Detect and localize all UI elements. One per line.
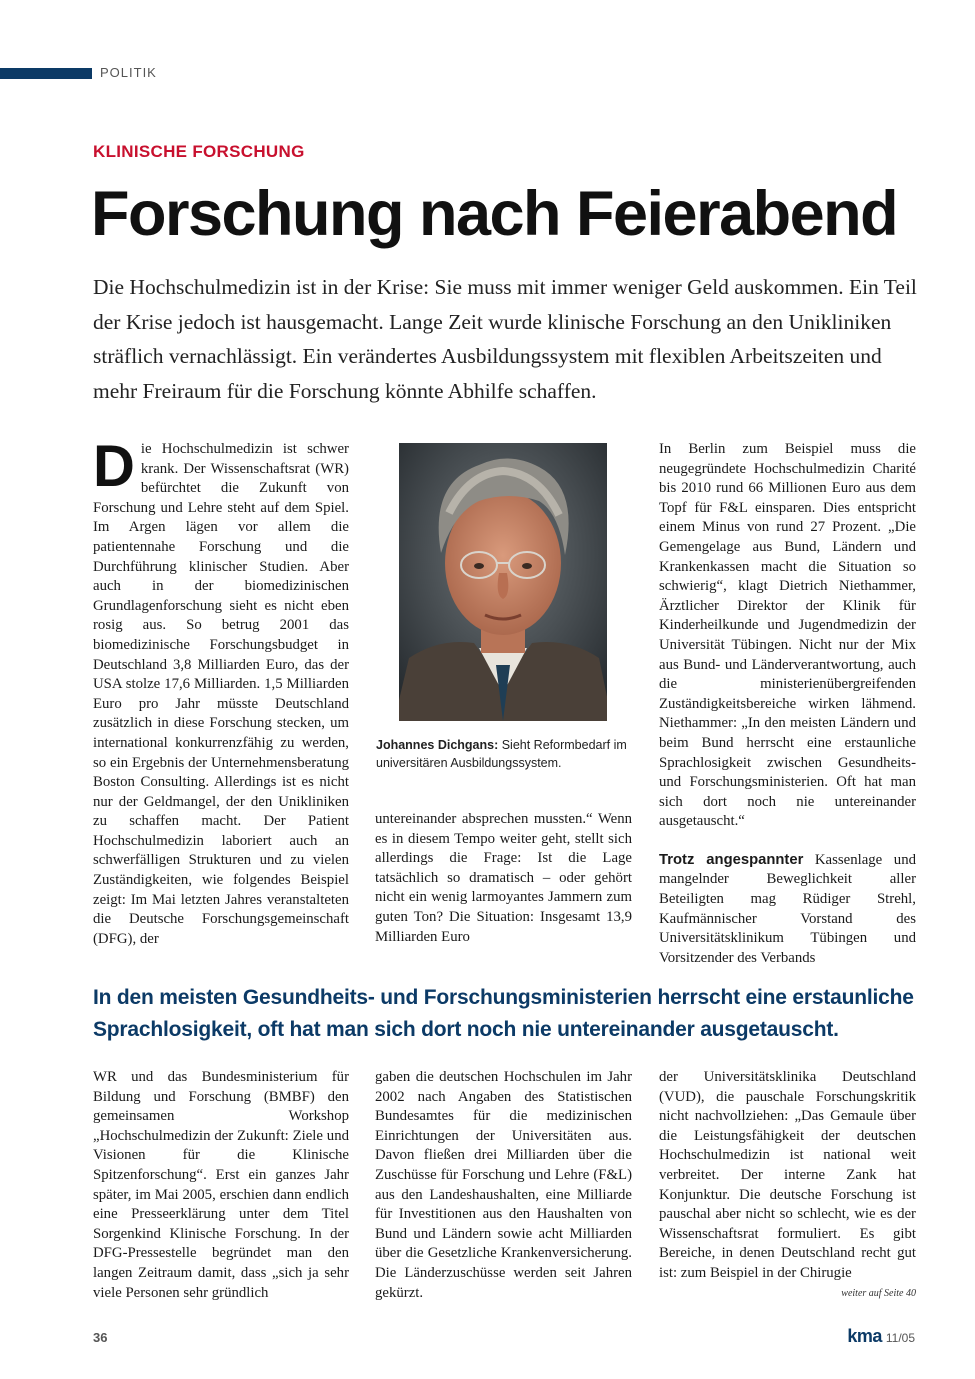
column-1 bbox=[93, 434, 349, 949]
section-label: POLITIK bbox=[100, 65, 157, 80]
column-2: untereinander absprechen mussten.“ Wenn es in diesem Tempo weiter geht, stellt sich allerdings die Frage: Ist die Lage tatsächlich so dramatisch – oder gehört nicht ein wenig larmoyantes Jammern zum guten Ton? Die Situation: Insgesamt 13,9 Milliarden Euro bbox=[375, 811, 632, 945]
column-3-bold-lead: Trotz angespannter bbox=[659, 851, 804, 868]
caption-name: Johannes Dichgans: bbox=[376, 738, 499, 752]
footer-brand bbox=[847, 1326, 915, 1347]
issue-number: 11/05 bbox=[885, 1331, 915, 1345]
column-1-text: ie Hochschulmedizin ist schwer krank. Der Wissenschaftsrat (WR) befürchtet die Zukunft von Forschung und Lehre steht auf dem Spiel. Im Argen lägen vor allem die patientennahe Forschung und die Durchführung klinischer Studien. Aber auch in der biomedizinischen Grundlagenforschung sieht es nicht eben rosig aus. So betrug 2001 das biomedizinische Forschungsbudget in Deutschland 3,8 Milliarden Euro, das der USA stolze 17,6 Milliarden. 1,5 Milliarden Euro pro Jahr müsste Deutschland zusätzlich in diese Forschung stecken, um international konkurrenzfähig zu werden, so ein Ergebnis der Unternehmensberatung Boston Consulting. Allerdings ist es nicht nur der Geldmangel, der den Unikliniken zu schaffen macht. Der Patient Hochschulmedizin laboriert auch an schwerfälligen Strukturen und zu vielen Zuständigkeiten, wie folgendes Beispiel zeigt: Im Mai letzten Jahres veranstalteten die Deutsche Forschungsgemeinschaft (DFG), der bbox=[93, 441, 349, 947]
article-lead: Die Hochschulmedizin ist in der Krise: Sie muss mit immer weniger Geld auskommen. Ein Teil der Krise jedoch ist hausgemacht. Lange Zeit wurde klinische Forschung an den Unikliniken sträflich vernachlässigt. Ein verändertes Ausbildungssystem mit flexiblen Arbeitszeiten und mehr Freiraum für die Forschung könnte Abhilfe schaffen. bbox=[93, 275, 917, 403]
page-number: 36 bbox=[93, 1330, 108, 1345]
pull-quote: In den meisten Gesundheits- und Forschungsministerien herrscht eine erstaunliche Sprachlosigkeit, oft hat man sich dort noch nie untereinander ausgetauscht. bbox=[93, 986, 914, 1041]
article-kicker: KLINISCHE FORSCHUNG bbox=[93, 142, 305, 161]
portrait-photo bbox=[399, 443, 607, 721]
article-headline: Forschung nach Feierabend bbox=[91, 179, 898, 249]
section-bar bbox=[0, 68, 92, 79]
continued-note: weiter auf Seite 40 bbox=[841, 1288, 916, 1299]
bottom-column-3: der Universitätsklinika Deutschland (VUD), die pauschale Forschungskritik nicht nachvollziehen: „Das Gemaule über die Leistungsfähigkeit der deutschen Hochschulmedizin ist national weit verbreitet. Der interne Zank hat Konjunktur. Die deutsche Forschung ist pauschal aber nicht so schlecht, wie es der Wissenschaftsrat formuliert. Es gibt Bereiche, in denen Deutschland recht gut ist: zum Beispiel in der Chirugie bbox=[659, 1069, 916, 1281]
caption-text: Sieht Reformbedarf im universitären Ausbildungssystem. bbox=[376, 738, 627, 770]
column-3 bbox=[659, 440, 916, 968]
drop-cap: D bbox=[93, 434, 135, 499]
photo-caption bbox=[376, 736, 632, 772]
portrait-illustration bbox=[399, 443, 607, 721]
column-3-text-b: Kassenlage und mangelnder Beweglichkeit aller Beteiligten mag Rüdiger Strehl, Kaufmännischer Vorstand des Universitätsklinikum Tübingen und Vorsitzender des Verbands bbox=[659, 851, 916, 966]
brand-logo: kma bbox=[847, 1326, 882, 1346]
bottom-column-2: gaben die deutschen Hochschulen im Jahr 2002 nach Angaben des Statistischen Bundesamtes für die medizinischen Einrichtungen der Universitäten aus. Davon fließen drei Milliarden über die Zuschüsse für Forschung und Lehre (F&L) aus den Landeshaushalten, eine Milliarde für Investitionen aus den Haushalten von Bund und Ländern sowie acht Milliarden über die Gesetzliche Krankenversicherung. Die Länderzuschüsse werden seit Jahren gekürzt. bbox=[375, 1069, 632, 1301]
column-3-text-a: In Berlin zum Beispiel muss die neugegründete Hochschulmedizin Charité bis 2010 rund 66 Millionen Euro aus dem Topf für F&L einsparen. Dies entspricht einem Minus von rund 27 Prozent. „Die Gemengelage aus Bund, Ländern und Krankenkassen macht die Situation so schwierig“, klagt Dietrich Niethammer, Ärztlicher Direktor der Klinik für Kinderheilkunde und Jugendmedizin der Universität Tübingen. Nicht nur der Mix aus Bund- und Länderverantwortung, auch die ministerienübergreifenden Zuständigkeitsbereiche wirken lähmend. Niethammer: „In den meisten Ländern und beim Bund herrscht eine erstaunliche Sprachlosigkeit zwischen Gesundheits- und Forschungsministerien. Oft hat man sich dort noch nie untereinander ausgetauscht.“ bbox=[659, 441, 916, 830]
bottom-column-1: WR und das Bundesministerium für Bildung und Forschung (BMBF) den gemeinsamen Workshop „Hochschulmedizin der Zukunft: Ziele und Visionen für die Klinische Spitzenforschung“. Erst ein ganzes Jahr später, im Mai 2005, erschien dann endlich eine Presseerklärung unter dem Titel Sorgenkind Klinische Forschung. In der DFG-Pressestelle begründet man den langen Zeitraum damit, dass „sich ja sehr viele Personen sehr gründlich bbox=[93, 1069, 349, 1301]
